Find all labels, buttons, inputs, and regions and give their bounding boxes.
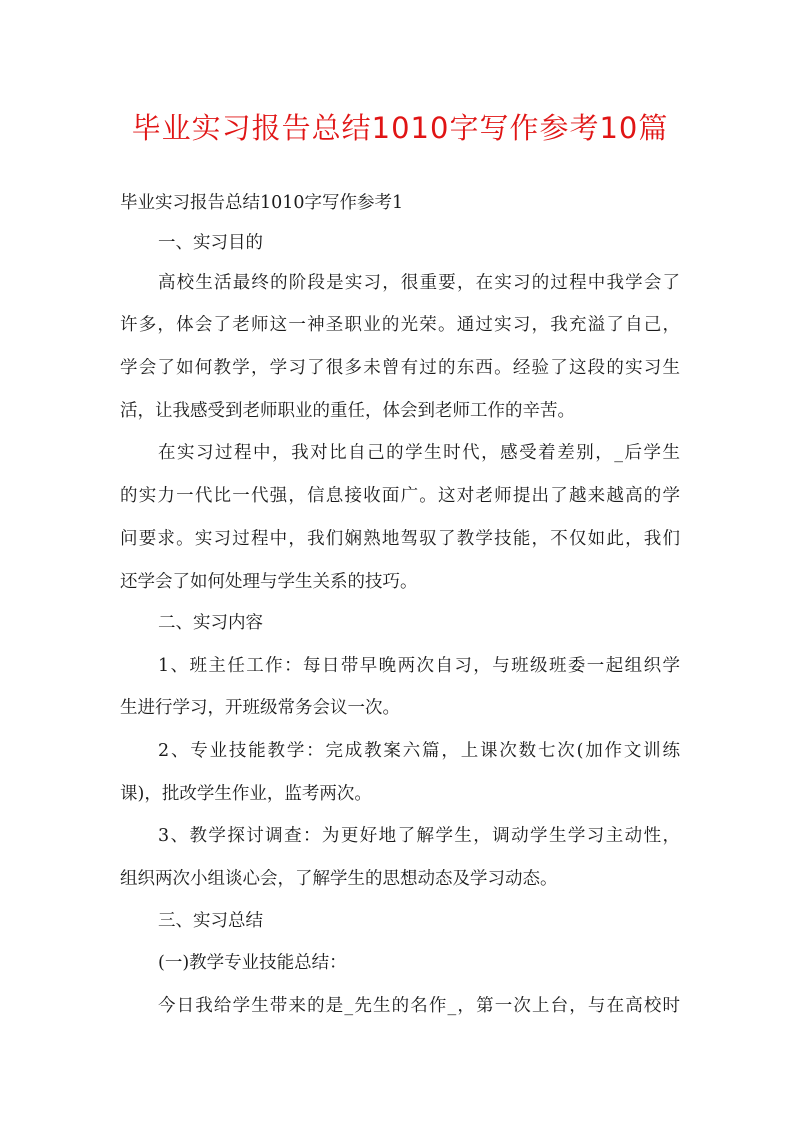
paragraph-line: 3、教学探讨调查：为更好地了解学生，调动学生学习主动性， xyxy=(158,826,680,846)
subheading-teaching-skills: (一)教学专业技能总结： xyxy=(158,953,347,973)
document-title: 毕业实习报告总结1010字写作参考10篇 xyxy=(131,111,669,145)
heading-internship-content: 二、实习内容 xyxy=(158,613,263,633)
paragraph-line: 在实习过程中，我对比自己的学生时代，感受着差别，_后学生 xyxy=(158,443,680,463)
paragraph-line: 今日我给学生带来的是_先生的名作_，第一次上台，与在高校时 xyxy=(158,996,680,1016)
heading-internship-summary: 三、实习总结 xyxy=(158,911,263,931)
paragraph-line: 高校生活最终的阶段是实习，很重要，在实习的过程中我学会了 xyxy=(158,273,680,293)
section-subtitle: 毕业实习报告总结1010字写作参考1 xyxy=(120,193,404,213)
paragraph-line: 问要求。实习过程中，我们娴熟地驾驭了教学技能，不仅如此，我们 xyxy=(120,529,680,549)
paragraph-line: 生进行学习，开班级常务会议一次。 xyxy=(120,698,400,718)
paragraph-line: 2、专业技能教学：完成教案六篇，上课次数七次(加作文训练 xyxy=(158,741,680,761)
paragraph-line: 还学会了如何处理与学生关系的技巧。 xyxy=(120,572,418,592)
paragraph-line: 活，让我感受到老师职业的重任，体会到老师工作的辛苦。 xyxy=(120,401,575,421)
paragraph-line: 许多，体会了老师这一神圣职业的光荣。通过实习，我充溢了自己， xyxy=(120,315,680,335)
heading-internship-goal: 一、实习目的 xyxy=(158,233,263,253)
paragraph-line: 学会了如何教学，学习了很多未曾有过的东西。经验了这段的实习生 xyxy=(120,358,680,378)
paragraph-line: 课)，批改学生作业，监考两次。 xyxy=(120,784,372,804)
paragraph-line: 的实力一代比一代强，信息接收面广。这对老师提出了越来越高的学 xyxy=(120,486,680,506)
paragraph-line: 组织两次小组谈心会，了解学生的思想动态及学习动态。 xyxy=(120,869,558,889)
paragraph-line: 1、班主任工作：每日带早晚两次自习，与班级班委一起组织学 xyxy=(158,656,680,676)
